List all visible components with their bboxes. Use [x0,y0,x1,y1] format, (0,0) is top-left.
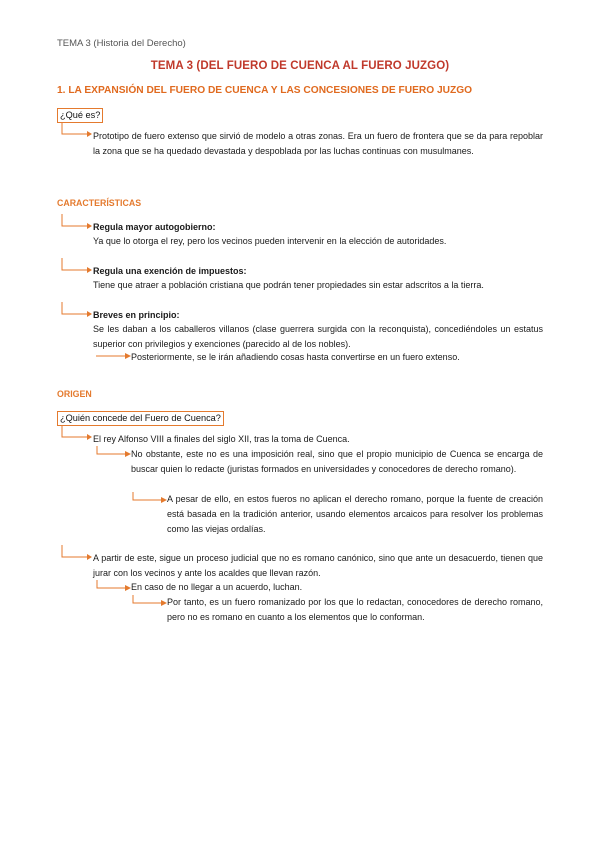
elbow-arrow-icon [132,595,168,609]
header-note: TEMA 3 (Historia del Derecho) [57,38,186,49]
feature-title: Breves en principio: [93,310,180,320]
elbow-arrow-icon [61,545,93,561]
feature-title: Regula una exención de impuestos: [93,266,247,276]
origen-subtext: No obstante, este no es una imposición real, sino que el propio municipio de Cuenca se encarga de buscar quien lo redacte (juristas formados en universidades y conocedores de derecho romano). [131,449,543,474]
feature-title: Regula mayor autogobierno: [93,222,216,232]
elbow-arrow-icon [96,446,132,460]
origen-subsubtext: Por tanto, es un fuero romanizado por los que lo redactan, conocedores de derecho romano, pero no es romano en cuanto a los elementos que lo conforman. [167,597,543,622]
feature-subtext: Posteriormente, se le irán añadiendo cosas hasta convertirse en un fuero extenso. [131,352,460,362]
elbow-arrow-icon [96,580,132,594]
origen-heading: ORIGEN [57,389,92,399]
elbow-arrow-icon [61,122,93,138]
question-box: ¿Qué es? [57,108,103,123]
question-box: ¿Quién concede del Fuero de Cuenca? [57,411,224,426]
right-arrow-icon [96,351,132,361]
origen-subtext: En caso de no llegar a un acuerdo, luchan. [131,582,303,592]
feature-text: Se les daban a los caballeros villanos (clase guerrera surgida con la reconquista), concediéndoles un estatus superior con privilegios y exenciones (parecido al de los nobles). [93,324,543,349]
caracteristicas-heading: CARACTERÍSTICAS [57,198,142,208]
elbow-arrow-icon [61,302,93,318]
elbow-arrow-icon [61,425,93,441]
origen-text: El rey Alfonso VIII a finales del siglo XII, tras la toma de Cuenca. [93,434,350,444]
feature-text: Ya que lo otorga el rey, pero los vecinos pueden intervenir en la elección de autoridades. [93,236,447,246]
page-title: TEMA 3 (DEL FUERO DE CUENCA AL FUERO JUZGO) [150,60,450,72]
section-heading: 1. LA EXPANSIÓN DEL FUERO DE CUENCA Y LAS CONCESIONES DE FUERO JUZGO [57,85,473,96]
elbow-arrow-icon [61,258,93,274]
feature-text: Tiene que atraer a población cristiana que podrán tener propiedades sin estar adscritos a la tierra. [93,280,484,290]
elbow-arrow-icon [61,214,93,230]
elbow-arrow-icon [132,492,168,506]
origen-subsubtext: A pesar de ello, en estos fueros no aplican el derecho romano, porque la fuente de creación está basada en la tradición anterior, usando elementos arcaicos para resolver los problemas como las viejas ordalías. [167,494,543,534]
origen-text: A partir de este, sigue un proceso judicial que no es romano canónico, sino que ante un desacuerdo, tienen que jurar con los vecinos y ante los acaldes que llevan razón. [93,553,543,578]
definition-text: Prototipo de fuero extenso que sirvió de modelo a otras zonas. Era un fuero de frontera que se da para repoblar la zona que se ha quedado devastada y despoblada por las luchas continuas con musulmanes. [93,131,543,156]
